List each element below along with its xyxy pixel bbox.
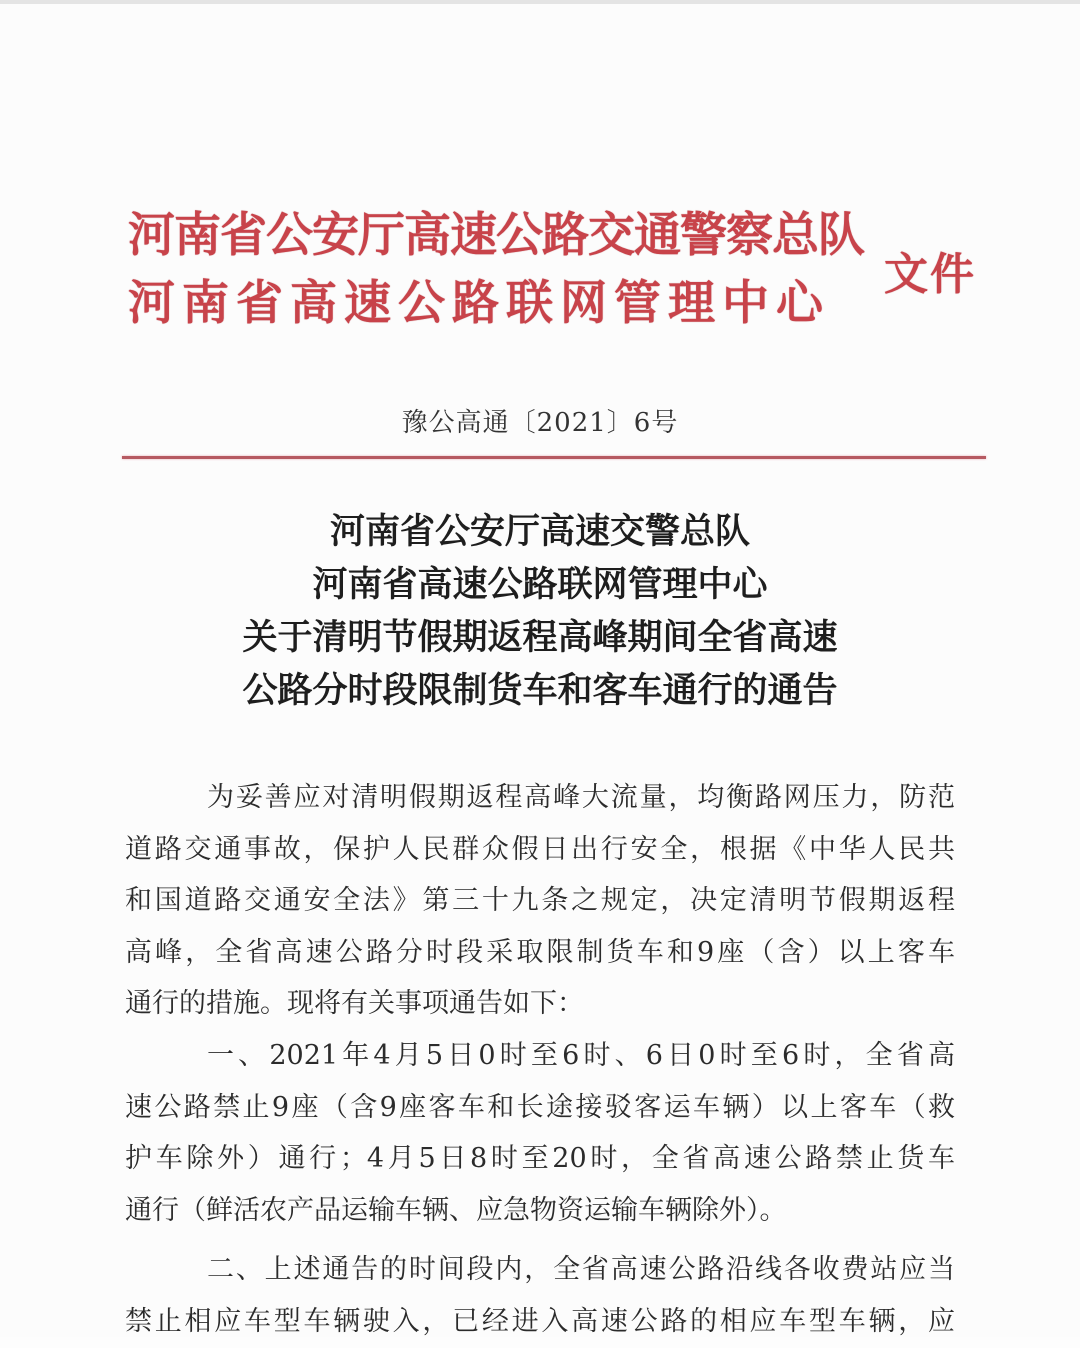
paragraph-gap	[125, 1236, 955, 1244]
body-line: 为妥善应对清明假期返程高峰大流量，均衡路网压力，防范	[207, 782, 955, 813]
paragraph-item-2	[125, 1244, 955, 1347]
body-line: 一、2021年4月5日0时至6时、6日0时至6时，全省高	[207, 1039, 955, 1071]
body-line: 高峰，全省高速公路分时段采取限制货车和9座（含）以上客车	[125, 936, 955, 968]
title-line: 公路分时段限制货车和客车通行的通告	[242, 670, 838, 711]
paragraph-preamble	[125, 772, 955, 1030]
body-line: 道路交通事故，保护人民群众假日出行安全，根据《中华人民共	[125, 833, 955, 865]
notice-body	[125, 772, 955, 1348]
red-masthead	[128, 196, 998, 346]
red-divider	[122, 456, 986, 459]
masthead-issuer-2: 河南省高速公路联网管理中心	[128, 276, 830, 331]
body-line: 二、上述通告的时间段内，全省高速公路沿线各收费站应当	[207, 1254, 955, 1286]
body-line: 护车除外）通行；4月5日8时至20时，全省高速公路禁止货车	[125, 1143, 955, 1175]
body-line: 通行的措施。现将有关事项通告如下：	[125, 988, 584, 1020]
title-line: 关于清明节假期返程高峰期间全省高速	[242, 617, 838, 658]
notice-title	[0, 505, 1080, 717]
body-line: 通行（鲜活农产品运输车辆、应急物资运输车辆除外）。	[125, 1194, 787, 1226]
title-line: 河南省高速公路联网管理中心	[312, 564, 768, 605]
document-number: 豫公高通〔2021〕6号	[401, 408, 679, 438]
masthead-document-label: 文件	[884, 249, 976, 300]
paragraph-item-1	[125, 1030, 955, 1236]
body-line: 禁止相应车型车辆驶入，已经进入高速公路的相应车型车辆，应	[125, 1305, 955, 1337]
masthead-issuer-1: 河南省公安厅高速公路交通警察总队	[128, 208, 864, 263]
body-line: 速公路禁止9座（含9座客车和长途接驳客运车辆）以上客车（救	[125, 1091, 955, 1123]
title-line: 河南省公安厅高速交警总队	[329, 511, 750, 552]
page-top-edge	[0, 0, 1080, 4]
body-line: 和国道路交通安全法》第三十九条之规定，决定清明节假期返程	[125, 885, 955, 917]
